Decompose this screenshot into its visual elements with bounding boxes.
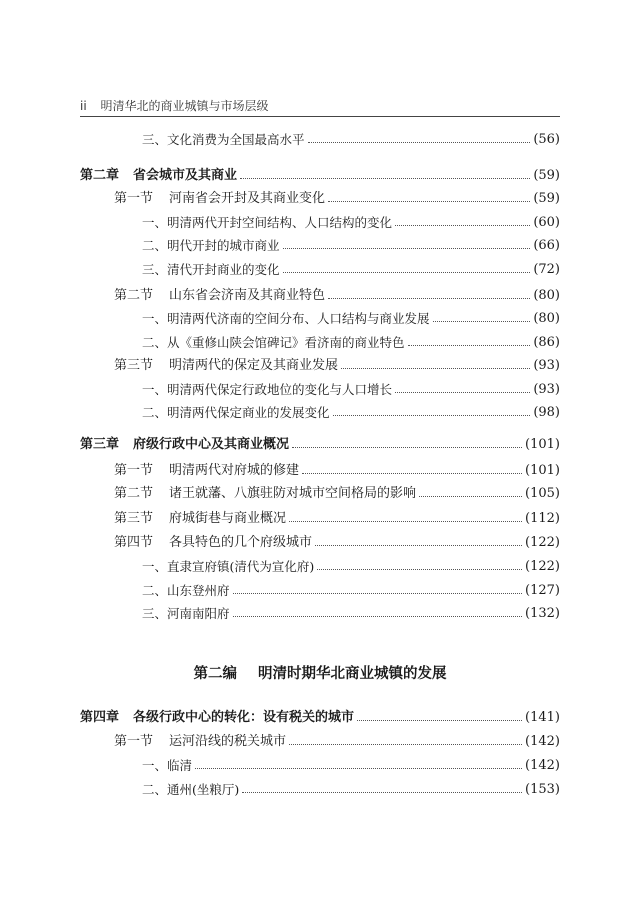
chapter-title: 省会城市及其商业 [133,168,238,183]
section-title: 诸王就藩、八旗驻防对城市空间格局的影响 [169,486,417,501]
section-number: 第一节 [114,734,154,749]
dot-leader [302,465,522,474]
item-label [80,781,239,799]
chapter-label [80,709,354,727]
dot-leader [289,513,522,522]
item-label [80,131,305,149]
section-number: 第二节 [114,288,154,303]
dot-leader [395,384,530,393]
section-title: 府城街巷与商业概况 [169,511,287,526]
item-entry[interactable] [80,558,560,576]
item-title: 一、明清两代济南的空间分布、人口结构与商业发展 [142,311,430,326]
section-number: 第二节 [114,486,154,501]
section-entry[interactable] [80,733,560,751]
header-rule [80,116,560,117]
item-entry[interactable] [80,261,560,279]
section-entry[interactable] [80,485,560,503]
section-number: 第三节 [114,358,154,373]
page-number: (112) [525,511,560,526]
section-title: 运河沿线的税关城市 [169,734,287,749]
item-label [80,558,314,576]
dot-leader [233,608,523,617]
dot-leader [242,784,522,793]
page-number: (93) [533,358,560,373]
item-label [80,605,230,623]
dot-leader [433,313,531,322]
header-book-title: 明清华北的商业城镇与市场层级 [100,99,269,113]
item-label [80,237,280,255]
page-number: (93) [533,382,560,397]
page-number: (153) [525,782,560,797]
page-number: (122) [525,535,560,550]
section-label [80,534,312,552]
dot-leader [233,585,523,594]
section-title: 明清两代对府城的修建 [169,463,300,478]
page-number: (101) [525,463,560,478]
section-entry[interactable] [80,357,560,375]
section-title: 明清两代的保定及其商业发展 [169,358,339,373]
item-title: 一、临清 [142,758,193,773]
page-number: (142) [525,734,560,749]
section-label [80,510,286,528]
item-title: 三、清代开封商业的变化 [142,262,280,277]
item-label [80,310,430,328]
item-entry[interactable] [80,334,560,352]
item-label [80,757,192,775]
dot-leader [289,736,522,745]
section-entry[interactable] [80,510,560,528]
dot-leader [317,561,522,570]
page-number: (80) [533,311,560,326]
page-number: (98) [533,405,560,420]
dot-leader [283,240,531,249]
item-label [80,214,392,232]
chapter-title: 各级行政中心的转化：设有税关的城市 [133,710,355,725]
page-number: (142) [525,758,560,773]
section-number: 第一节 [114,463,154,478]
chapter-entry[interactable] [80,167,560,185]
chapter-entry[interactable] [80,436,560,454]
page-number: (122) [525,559,560,574]
page-number: (105) [525,486,560,501]
item-title: 二、明代开封的城市商业 [142,238,280,253]
section-number: 第四节 [114,535,154,550]
item-entry[interactable] [80,757,560,775]
item-label [80,381,392,399]
page-number: (59) [533,191,560,206]
chapter-number: 第二章 [80,168,120,183]
section-entry[interactable] [80,462,560,480]
dot-leader [357,712,522,721]
page-number: (66) [533,238,560,253]
dot-leader [292,439,522,448]
page-number: (72) [533,262,560,277]
page-number: (60) [533,215,560,230]
page-number: (101) [525,437,560,452]
item-entry[interactable] [80,237,560,255]
section-entry[interactable] [80,287,560,305]
section-number: 第三节 [114,511,154,526]
item-title: 二、山东登州府 [142,583,230,598]
section-label [80,190,325,208]
section-number: 第一节 [114,191,154,206]
dot-leader [419,488,522,497]
item-entry[interactable] [80,381,560,399]
item-title: 二、明清两代保定商业的发展变化 [142,405,330,420]
item-entry[interactable] [80,131,560,149]
item-title: 三、文化消费为全国最高水平 [142,132,305,147]
item-entry[interactable] [80,605,560,623]
dot-leader [283,264,531,273]
item-title: 一、明清两代保定行政地位的变化与人口增长 [142,382,393,397]
section-label [80,357,338,375]
item-title: 三、河南南阳府 [142,606,230,621]
item-entry[interactable] [80,781,560,799]
chapter-number: 第四章 [80,710,120,725]
dot-leader [395,217,530,226]
item-entry[interactable] [80,310,560,328]
page-number: (80) [533,288,560,303]
page-number: (141) [525,710,560,725]
dot-leader [308,134,531,143]
dot-leader [240,170,530,179]
chapter-entry[interactable] [80,709,560,727]
dot-leader [328,290,530,299]
part-heading [80,662,560,683]
chapter-label [80,436,289,454]
section-title: 山东省会济南及其商业特色 [169,288,326,303]
dot-leader [333,407,531,416]
page-number: (132) [525,606,560,621]
page-number: (59) [533,168,560,183]
part-number: 第二编 [193,666,237,682]
section-entry[interactable] [80,190,560,208]
chapter-label [80,167,237,185]
section-title: 各具特色的几个府级城市 [169,535,313,550]
chapter-title: 府级行政中心及其商业概况 [133,437,290,452]
item-label [80,404,330,422]
dot-leader [328,193,530,202]
dot-leader [341,360,530,369]
item-title: 一、明清两代开封空间结构、人口结构的变化 [142,215,393,230]
item-entry[interactable] [80,404,560,422]
dot-leader [315,537,522,546]
page-number: (56) [533,132,560,147]
page-number: (86) [533,335,560,350]
item-entry[interactable] [80,582,560,600]
item-title: 二、通州(坐粮厅) [142,782,240,797]
dot-leader [408,337,531,346]
item-entry[interactable] [80,214,560,232]
item-label [80,261,280,279]
chapter-number: 第三章 [80,437,120,452]
item-label [80,334,405,352]
header-page-number: ii [80,99,87,113]
section-label [80,733,286,751]
item-label [80,582,230,600]
section-label [80,462,299,480]
part-title: 明清时期华北商业城镇的发展 [258,666,447,682]
page-number: (127) [525,583,560,598]
running-header [80,97,560,114]
item-title: 一、直隶宣府镇(清代为宣化府) [142,559,315,574]
dot-leader [195,760,522,769]
item-title: 二、从《重修山陕会馆碑记》看济南的商业特色 [142,335,405,350]
section-entry[interactable] [80,534,560,552]
section-label [80,485,416,503]
section-title: 河南省会开封及其商业变化 [169,191,326,206]
section-label [80,287,325,305]
